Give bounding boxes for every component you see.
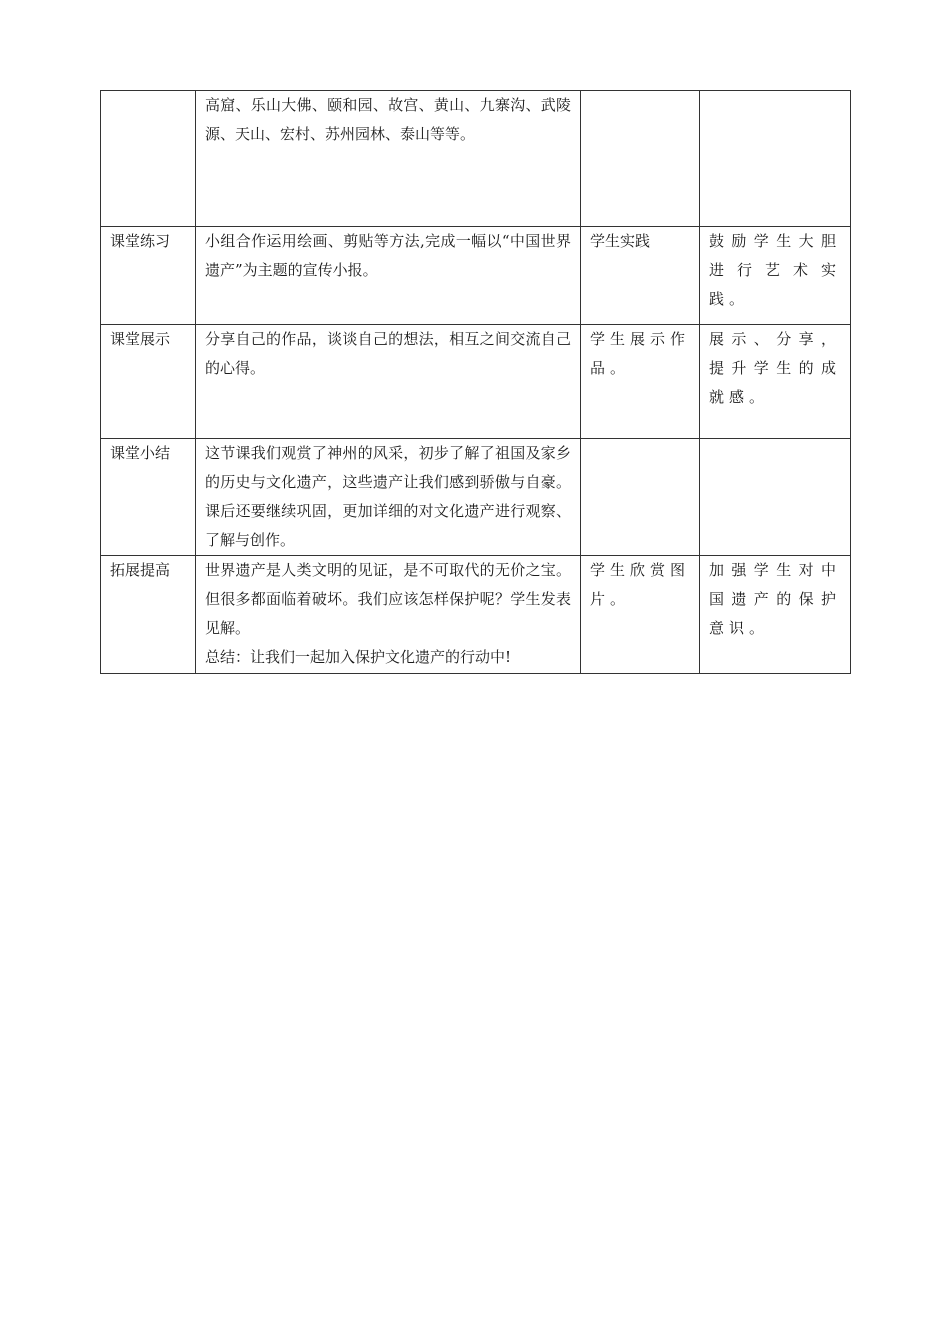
table-row: [101, 227, 851, 325]
student-activity-cell: 学生欣赏图片。: [581, 556, 700, 674]
stage-cell: 课堂练习: [101, 227, 196, 325]
design-intent-cell: 展示、分享，提升学生的成就感。: [700, 325, 851, 439]
content-cell: [196, 556, 581, 674]
design-intent-cell: [700, 439, 851, 556]
content-cell: 分享自己的作品，谈谈自己的想法，相互之间交流自己的心得。: [196, 325, 581, 439]
student-activity-cell: [581, 91, 700, 227]
content-summary: 总结：让我们一起加入保护文化遗产的行动中!: [205, 648, 512, 666]
student-activity-cell: 学生实践: [581, 227, 700, 325]
table-row: [101, 556, 851, 674]
stage-cell: 课堂展示: [101, 325, 196, 439]
stage-cell: 课堂小结: [101, 439, 196, 556]
content-paragraph: 世界遗产是人类文明的见证，是不可取代的无价之宝。但很多都面临着破坏。我们应该怎样保护呢？学生发表见解。: [205, 561, 571, 637]
content-cell: 小组合作运用绘画、剪贴等方法,完成一幅以“中国世界遗产”为主题的宣传小报。: [196, 227, 581, 325]
table-row: [101, 91, 851, 227]
student-activity-cell: [581, 439, 700, 556]
design-intent-cell: [700, 91, 851, 227]
stage-cell: [101, 91, 196, 227]
table-row: [101, 439, 851, 556]
content-cell: 高窟、乐山大佛、颐和园、故宫、黄山、九寨沟、武陵源、天山、宏村、苏州园林、泰山等等。: [196, 91, 581, 227]
design-intent-cell: 鼓励学生大胆进行艺术实践。: [700, 227, 851, 325]
table-row: [101, 325, 851, 439]
stage-cell: 拓展提高: [101, 556, 196, 674]
student-activity-cell: 学生展示作品。: [581, 325, 700, 439]
lesson-plan-table: [100, 90, 851, 674]
design-intent-cell: 加强学生对中国遗产的保护意识。: [700, 556, 851, 674]
content-cell: 这节课我们观赏了神州的风采，初步了解了祖国及家乡的历史与文化遗产，这些遗产让我们感到骄傲与自豪。课后还要继续巩固，更加详细的对文化遗产进行观察、了解与创作。: [196, 439, 581, 556]
